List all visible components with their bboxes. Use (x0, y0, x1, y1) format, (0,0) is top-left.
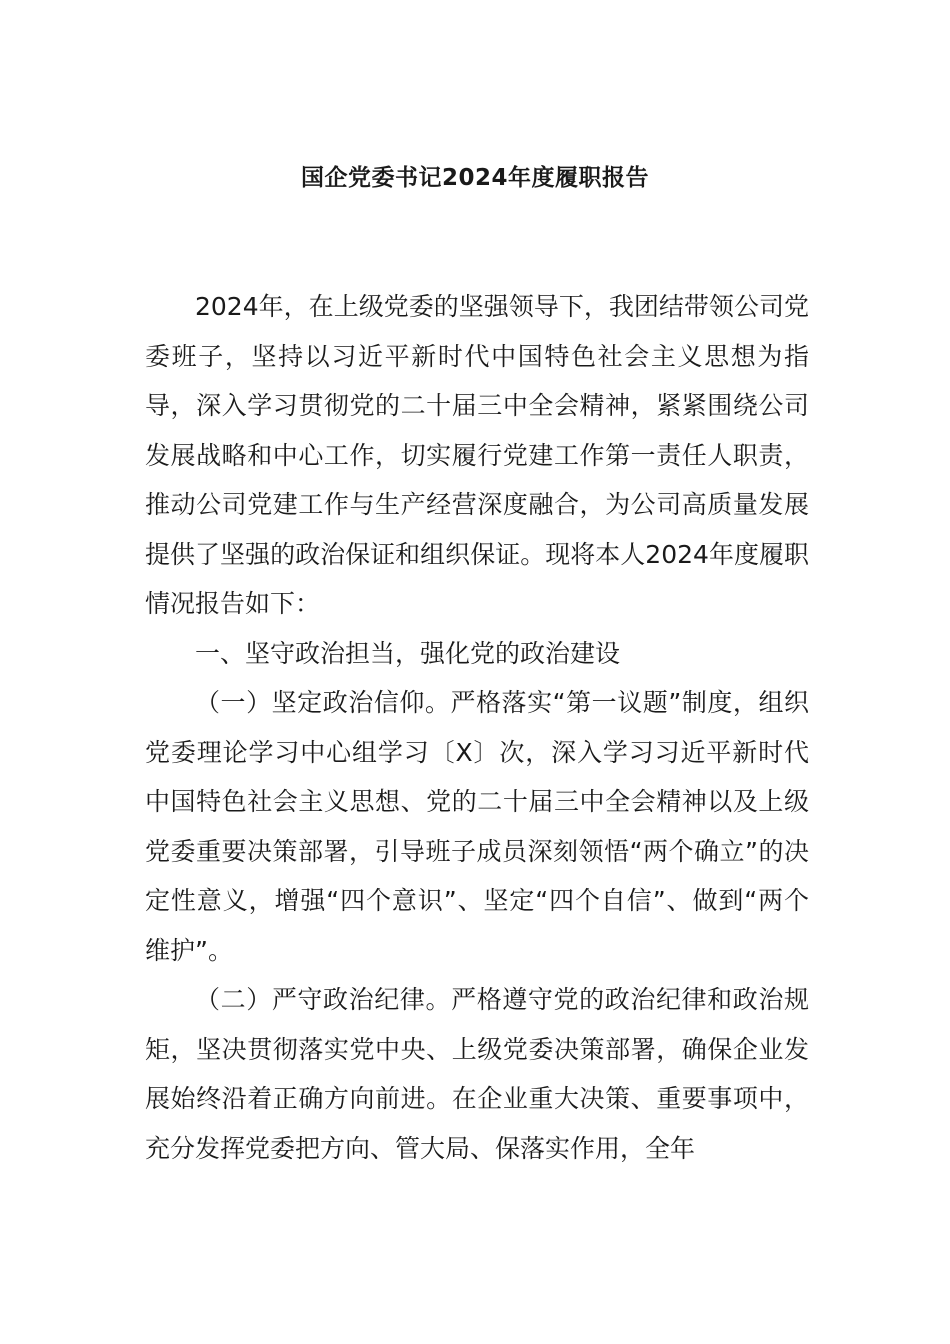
document-body (145, 282, 809, 1173)
paragraph-political-discipline: （二）严守政治纪律。严格遵守党的政治纪律和政治规矩，坚决贯彻落实党中央、上级党委决策部署，确保企业发展始终沿着正确方向前进。在企业重大决策、重要事项中，充分发挥党委把方向、管大局、保落实作用，全年 (145, 985, 809, 1163)
paragraph-intro: 2024年，在上级党委的坚强领导下，我团结带领公司党委班子，坚持以习近平新时代中国特色社会主义思想为指导，深入学习贯彻党的二十届三中全会精神，紧紧围绕公司发展战略和中心工作，切实履行党建工作第一责任人职责，推动公司党建工作与生产经营深度融合，为公司高质量发展提供了坚强的政治保证和组织保证。现将本人2024年度履职情况报告如下： (145, 292, 809, 618)
paragraph-political-belief: （一）坚定政治信仰。严格落实“第一议题”制度，组织党委理论学习中心组学习〔X〕次，深入学习习近平新时代中国特色社会主义思想、党的二十届三中全会精神以及上级党委重要决策部署，引导班子成员深刻领悟“两个确立”的决定性意义，增强“四个意识”、坚定“四个自信”、做到“两个维护”。 (145, 688, 809, 965)
section-heading-1: 一、坚守政治担当，强化党的政治建设 (195, 638, 621, 668)
document-title: 国企党委书记2024年度履职报告 (300, 165, 649, 191)
